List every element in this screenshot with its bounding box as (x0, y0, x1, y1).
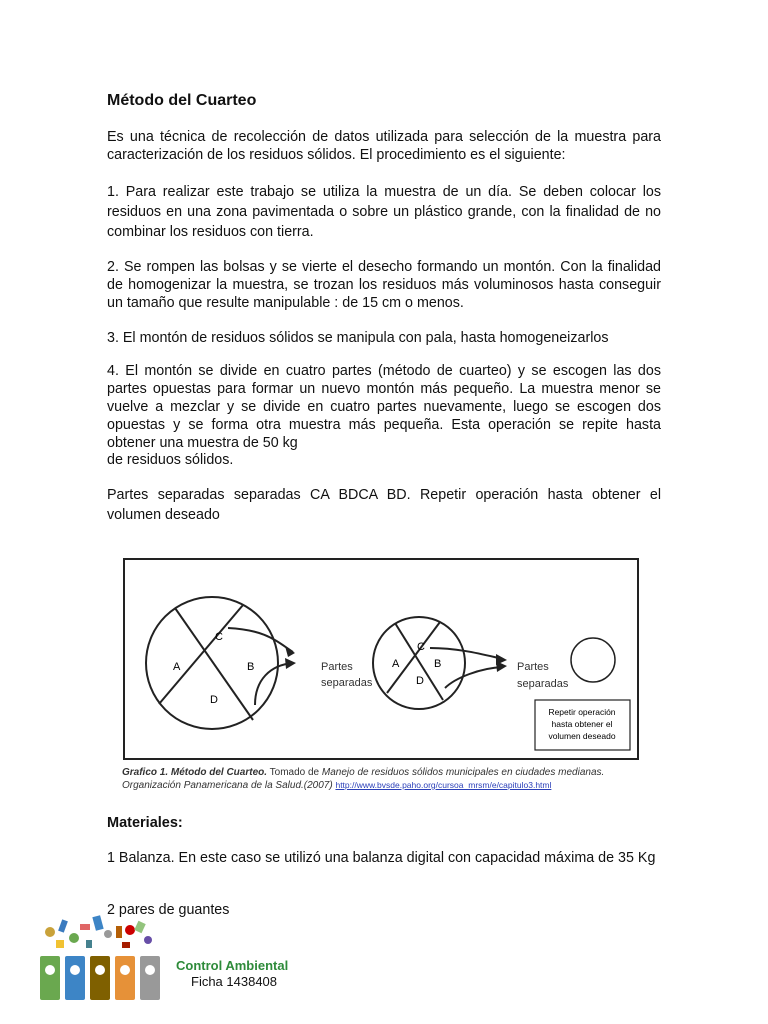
caption-year: (2007) (303, 780, 336, 791)
partes-label-1b: separadas (321, 677, 373, 689)
small-label-b: B (434, 658, 442, 670)
page-title: Método del Cuarteo (107, 92, 257, 109)
figure-caption (122, 766, 662, 792)
result-pile-circle (571, 638, 615, 682)
material-2: 2 pares de guantes (107, 902, 230, 918)
box-line-3: volumen deseado (548, 731, 616, 741)
arrow-head-d-big (285, 658, 296, 669)
big-label-c: C (215, 631, 223, 643)
arrow-head-c-big (285, 646, 295, 657)
small-label-d: D (416, 675, 424, 687)
partes-label-2a: Partes (517, 661, 549, 673)
step-1-paragraph: 1. Para realizar este trabajo se utiliza la muestra de un día. Se deben colocar los residuos en una zona pavimentada o sobre un plástico grande, con la finalidad de no combinar los residuos con tierra. (107, 184, 661, 240)
big-pile-circle (146, 597, 278, 729)
box-line-1: Repetir operación (548, 707, 616, 717)
big-label-b: B (247, 661, 255, 673)
arrow-head-d-small (496, 661, 507, 672)
footer-ficha: Ficha 1438408 (191, 974, 278, 989)
big-label-a: A (173, 661, 181, 673)
partes-label-1a: Partes (321, 661, 353, 673)
cuarteo-diagram-svg (125, 560, 637, 758)
small-label-a: A (392, 658, 400, 670)
partes-label-2b: separadas (517, 678, 569, 690)
step-4-paragraph: 4. El montón se divide en cuatro partes (método de cuarteo) y se escogen las dos partes opuestas para formar un nuevo montón más pequeño. La muestra menor se vuelve a mezclar y se divide en cuatro partes nuevamente, luego se escogen dos opuestas y se forma otra muestra más pequeña. Esta operación se repite hasta obtener una muestra de 50 kg (107, 363, 661, 451)
step-2-paragraph: 2. Se rompen las bolsas y se vierte el desecho formando un montón. Con la finalidad de homogenizar la muestra, se trozan los residuos más voluminosos hasta conseguir un tamaño que resulte manipulable : de 15 cm o menos. (107, 259, 661, 311)
small-label-c: C (417, 641, 425, 653)
partes-paragraph: Partes separadas separadas CA BDCA BD. Repetir operación hasta obtener el volumen deseado (107, 487, 661, 523)
caption-plain: Tomado de (267, 767, 322, 778)
caption-italic: Manejo de residuos sólidos municipales en ciudades medianas. Organización Panamericana de la Salud. (122, 767, 605, 791)
big-label-d: D (210, 694, 218, 706)
caption-link[interactable]: http://www.bvsde.paho.org/cursoa_mrsm/e/capitulo3.html (335, 780, 552, 790)
materiales-heading: Materiales: (107, 815, 183, 831)
box-line-2: hasta obtener el (551, 719, 613, 729)
caption-bold: Grafico 1. Método del Cuarteo. (122, 767, 268, 778)
footer-brand: Control Ambiental (176, 958, 289, 973)
intro-paragraph: Es una técnica de recolección de datos utilizada para selección de la muestra para caracterización de los residuos sólidos. El procedimiento es el siguiente: (107, 129, 661, 163)
arrow-d-small (445, 667, 503, 688)
cuarteo-diagram (123, 558, 639, 760)
step-4-continuation: de residuos sólidos. (107, 452, 234, 468)
material-1: 1 Balanza. En este caso se utilizó una balanza digital con capacidad máxima de 35 Kg (107, 850, 656, 866)
arrow-c-big (228, 628, 293, 652)
step-3-paragraph: 3. El montón de residuos sólidos se manipula con pala, hasta homogeneizarlos (107, 330, 609, 346)
